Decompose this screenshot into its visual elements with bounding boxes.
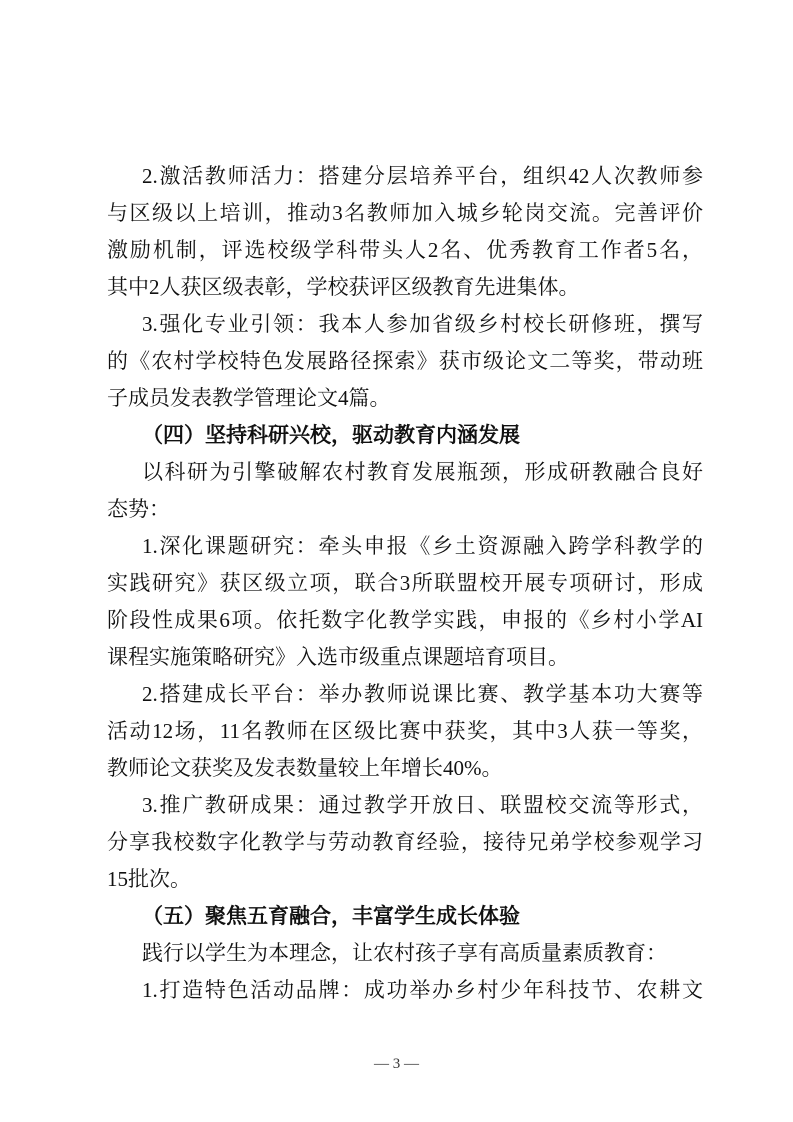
text-line: （四）坚持科研兴校，驱动教育内涵发展 xyxy=(142,423,520,447)
paragraph xyxy=(107,306,703,417)
paragraph xyxy=(107,676,703,787)
text-line: 践行以学生为本理念，让农村孩子享有高质量素质教育： xyxy=(142,941,667,965)
page-number: — 3 — xyxy=(374,1056,419,1072)
text-line: 3.强化专业引领：我本人参加省级乡村校长研修班，撰写 xyxy=(142,312,703,336)
paragraph xyxy=(107,158,703,306)
text-line: 15批次。 xyxy=(107,867,191,891)
text-line: 2.激活教师活力：搭建分层培养平台，组织42人次教师参 xyxy=(142,164,703,188)
text-line: 3.推广教研成果：通过教学开放日、联盟校交流等形式， xyxy=(142,793,703,817)
text-line: 2.搭建成长平台：举办教师说课比赛、教学基本功大赛等 xyxy=(142,682,703,706)
text-line: 课程实施策略研究》入选市级重点课题培育项目。 xyxy=(107,645,569,669)
paragraph xyxy=(107,972,703,1009)
paragraph xyxy=(107,935,703,972)
section-heading xyxy=(107,417,703,454)
paragraph xyxy=(107,454,703,528)
text-line: 其中2人获区级表彰，学校获评区级教育先进集体。 xyxy=(107,275,580,299)
paragraph xyxy=(107,787,703,898)
paragraph xyxy=(107,528,703,676)
text-line: 分享我校数字化教学与劳动教育经验，接待兄弟学校参观学习 xyxy=(107,830,703,854)
text-line: （五）聚焦五育融合，丰富学生成长体验 xyxy=(142,904,520,928)
text-line: 以科研为引擎破解农村教育发展瓶颈，形成研教融合良好 xyxy=(142,460,703,484)
text-line: 实践研究》获区级立项，联合3所联盟校开展专项研讨，形成 xyxy=(107,571,703,595)
document-body xyxy=(107,158,703,1009)
text-line: 的《农村学校特色发展路径探索》获市级论文二等奖，带动班 xyxy=(107,349,703,373)
text-line: 活动12场，11名教师在区级比赛中获奖，其中3人获一等奖， xyxy=(107,719,703,743)
text-line: 与区级以上培训，推动3名教师加入城乡轮岗交流。完善评价 xyxy=(107,201,703,225)
text-line: 1.打造特色活动品牌：成功举办乡村少年科技节、农耕文 xyxy=(142,978,703,1002)
section-heading xyxy=(107,898,703,935)
text-line: 教师论文获奖及发表数量较上年增长40%。 xyxy=(107,756,503,780)
text-line: 激励机制，评选校级学科带头人2名、优秀教育工作者5名， xyxy=(107,238,703,262)
text-line: 子成员发表教学管理论文4篇。 xyxy=(107,386,391,410)
text-line: 1.深化课题研究：牵头申报《乡土资源融入跨学科教学的 xyxy=(142,534,703,558)
text-line: 阶段性成果6项。依托数字化教学实践，申报的《乡村小学AI xyxy=(107,608,703,632)
text-line: 态势： xyxy=(107,497,170,521)
